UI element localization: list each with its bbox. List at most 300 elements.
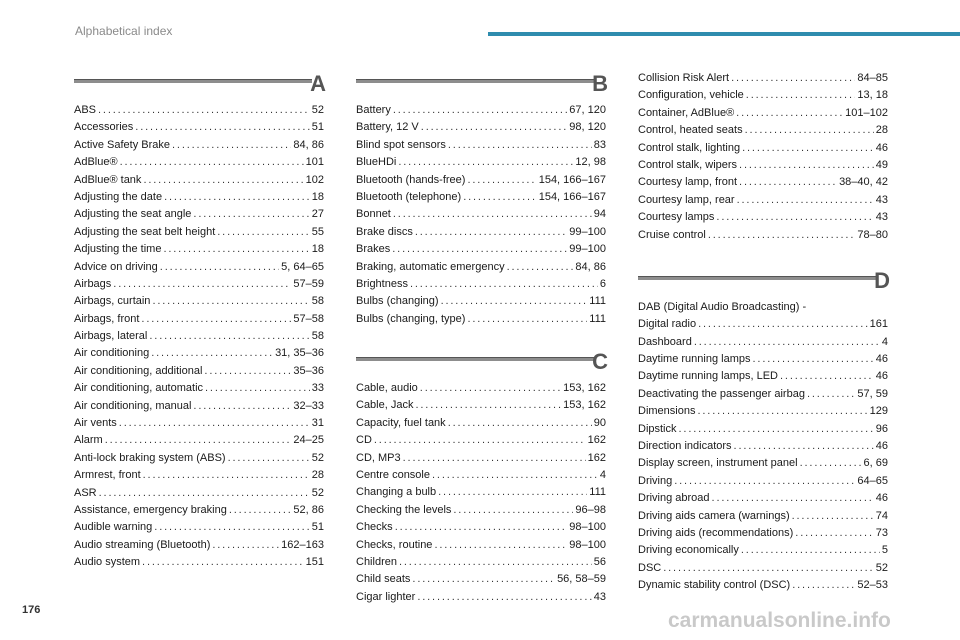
- index-entry: [74, 345, 324, 362]
- dot-leader: [229, 502, 292, 519]
- dot-leader: [119, 415, 310, 432]
- index-page-refs: 35–36: [293, 364, 324, 377]
- dot-leader: [193, 398, 291, 415]
- index-term: Bluetooth (telephone): [356, 190, 462, 203]
- dot-leader: [172, 137, 291, 154]
- index-entry: [74, 259, 324, 276]
- page-number: 176: [22, 604, 41, 616]
- index-page-refs: 27: [311, 208, 324, 221]
- index-entry: [638, 368, 888, 385]
- index-entry: [356, 537, 606, 554]
- index-page-refs: 84, 86: [293, 138, 324, 151]
- section-rule: [356, 79, 594, 83]
- section-letter: C: [592, 349, 608, 375]
- index-page-refs: 129: [869, 405, 888, 418]
- index-term: Display screen, instrument panel: [638, 457, 798, 470]
- index-entry: [74, 154, 324, 171]
- dot-leader: [745, 122, 874, 139]
- index-term: Dynamic stability control (DSC): [638, 579, 791, 592]
- dot-leader: [212, 537, 279, 554]
- index-term: Audio streaming (Bluetooth): [74, 538, 211, 551]
- dot-leader: [453, 502, 573, 519]
- index-term: Child seats: [356, 573, 411, 586]
- index-page-refs: 52: [311, 451, 324, 464]
- index-entry: [74, 311, 324, 328]
- dot-leader: [737, 192, 874, 209]
- section-heading: [638, 267, 890, 299]
- index-page-refs: 153, 162: [563, 399, 606, 412]
- index-entry: [74, 537, 324, 554]
- index-entry: [638, 192, 888, 209]
- index-term: Battery, 12 V: [356, 121, 419, 134]
- index-entry: [638, 473, 888, 490]
- index-entry: [74, 206, 324, 223]
- index-entry-list: [638, 299, 888, 595]
- index-term: Driving aids camera (warnings): [638, 509, 790, 522]
- index-page-refs: 52, 86: [293, 503, 324, 516]
- index-term: Accessories: [74, 121, 134, 134]
- index-term: Airbags, front: [74, 312, 140, 325]
- index-entry: [74, 380, 324, 397]
- index-entry: [638, 105, 888, 122]
- dot-leader: [403, 450, 586, 467]
- index-page-refs: 161: [869, 318, 888, 331]
- index-page-refs: 102: [305, 173, 324, 186]
- index-page-refs: 83: [593, 138, 606, 151]
- index-term: Air conditioning: [74, 347, 150, 360]
- dot-leader: [205, 380, 310, 397]
- index-page-refs: 6: [599, 277, 606, 290]
- index-page-refs: 96–98: [575, 503, 606, 516]
- dot-leader: [399, 554, 592, 571]
- dot-leader: [143, 467, 310, 484]
- index-page-refs: 162: [587, 434, 606, 447]
- index-term: BlueHDi: [356, 156, 397, 169]
- index-page-refs: 84, 86: [575, 260, 606, 273]
- index-page-refs: 28: [875, 124, 888, 137]
- dot-leader: [141, 311, 291, 328]
- index-entry: [74, 432, 324, 449]
- index-term: Children: [356, 555, 397, 568]
- index-term: Dashboard: [638, 335, 692, 348]
- dot-leader: [734, 438, 874, 455]
- index-entry: [356, 172, 606, 189]
- index-page-refs: 94: [593, 208, 606, 221]
- index-page-refs: 51: [311, 121, 324, 134]
- index-entry: [74, 328, 324, 345]
- index-entry: [74, 554, 324, 571]
- index-term: Bulbs (changing, type): [356, 312, 466, 325]
- index-term: Collision Risk Alert: [638, 72, 730, 84]
- dot-leader: [434, 537, 567, 554]
- header-accent-bar: [488, 32, 960, 36]
- index-page-refs: 64–65: [857, 474, 888, 487]
- index-term: Deactivating the passenger airbag: [638, 387, 805, 400]
- index-page-refs: 13, 18: [857, 89, 888, 102]
- dot-leader: [113, 276, 291, 293]
- dot-leader: [105, 432, 292, 449]
- index-term: Braking, automatic emergency: [356, 260, 505, 273]
- dot-leader: [438, 484, 587, 501]
- index-term: Container, AdBlue®: [638, 106, 735, 119]
- dot-leader: [164, 189, 310, 206]
- index-entry: [356, 224, 606, 241]
- dot-leader: [448, 415, 592, 432]
- index-page-refs: 43: [875, 211, 888, 224]
- dot-leader: [204, 363, 291, 380]
- dot-leader: [415, 397, 561, 414]
- index-entry: [638, 174, 888, 191]
- index-entry-list: [638, 70, 888, 244]
- index-term: Daytime running lamps: [638, 353, 751, 366]
- dot-leader: [393, 206, 592, 223]
- index-page-refs: 56: [593, 555, 606, 568]
- section-rule: [356, 357, 594, 361]
- dot-leader: [780, 368, 874, 385]
- index-term: CD: [356, 434, 372, 447]
- index-term: AdBlue®: [74, 156, 118, 169]
- index-entry: [638, 542, 888, 559]
- dot-leader: [417, 589, 591, 606]
- index-column-1: [74, 71, 326, 572]
- index-entry: [356, 432, 606, 449]
- index-page-refs: 31, 35–36: [275, 347, 324, 360]
- index-page-refs: 111: [589, 312, 606, 325]
- watermark: carmanualsonline.info: [668, 609, 891, 632]
- index-term: Checks: [356, 521, 393, 534]
- index-term: Armrest, front: [74, 469, 141, 482]
- index-term: Driving aids (recommendations): [638, 526, 794, 539]
- index-page-refs: 46: [875, 492, 888, 505]
- index-term: Courtesy lamps: [638, 211, 715, 224]
- index-entry: [638, 403, 888, 420]
- section-spacer: [638, 244, 888, 271]
- index-page-refs: 24–25: [293, 434, 324, 447]
- dot-leader: [163, 241, 309, 258]
- index-term: Courtesy lamp, rear: [638, 193, 735, 206]
- index-entry-list: [356, 102, 606, 328]
- index-page-refs: 52: [311, 486, 324, 499]
- index-page-refs: 55: [311, 225, 324, 238]
- dot-leader: [698, 316, 868, 333]
- dot-leader: [410, 276, 598, 293]
- index-term: Direction indicators: [638, 440, 732, 453]
- index-term: Anti-lock braking system (ABS): [74, 451, 226, 464]
- dot-leader: [160, 259, 279, 276]
- dot-leader: [800, 455, 862, 472]
- dot-leader: [753, 351, 874, 368]
- dot-leader: [420, 380, 561, 397]
- index-term: DAB (Digital Audio Broadcasting) -: [638, 300, 807, 313]
- index-page-refs: 38–40, 42: [839, 176, 888, 189]
- index-term: Airbags, curtain: [74, 295, 151, 308]
- index-term: Airbags, lateral: [74, 330, 148, 343]
- index-term: CD, MP3: [356, 451, 401, 464]
- section-letter: B: [592, 71, 608, 96]
- dot-leader: [739, 174, 837, 191]
- index-section-continued: [638, 70, 888, 244]
- index-term: Adjusting the time: [74, 243, 162, 256]
- index-section-a: [74, 71, 326, 572]
- index-entry: [356, 259, 606, 276]
- index-page-refs: 57, 59: [857, 387, 888, 400]
- index-page-refs: 98–100: [569, 538, 606, 551]
- index-section-d: [638, 244, 888, 595]
- dot-leader: [807, 386, 855, 403]
- index-term: Cruise control: [638, 228, 706, 241]
- index-page-refs: 5, 64–65: [281, 260, 324, 273]
- index-page-refs: 154, 166–167: [538, 190, 606, 203]
- index-entry: [638, 525, 888, 542]
- index-page-refs: 56, 58–59: [557, 573, 606, 586]
- section-spacer: [356, 328, 606, 352]
- index-entry: [356, 102, 606, 119]
- dot-leader: [792, 577, 855, 594]
- index-page-refs: 78–80: [857, 228, 888, 241]
- dot-leader: [663, 560, 874, 577]
- index-page-refs: 111: [589, 486, 606, 499]
- index-entry: [74, 224, 324, 241]
- index-entry: [638, 140, 888, 157]
- dot-leader: [739, 157, 874, 174]
- index-entry: [638, 334, 888, 351]
- index-entry: [638, 299, 888, 316]
- index-page-refs: 101: [305, 156, 324, 169]
- index-term: Bluetooth (hands-free): [356, 173, 466, 186]
- index-entry: [74, 363, 324, 380]
- index-page-refs: 46: [875, 353, 888, 366]
- dot-leader: [441, 293, 588, 310]
- index-page-refs: 162: [587, 451, 606, 464]
- index-page-refs: 18: [311, 243, 324, 256]
- index-page-refs: 111: [589, 295, 606, 308]
- index-page-refs: 74: [875, 509, 888, 522]
- index-page-refs: 28: [311, 469, 324, 482]
- index-entry: [74, 398, 324, 415]
- index-entry: [74, 172, 324, 189]
- dot-leader: [151, 345, 273, 362]
- index-page-refs: 57–59: [293, 277, 324, 290]
- index-term: Advice on driving: [74, 260, 158, 273]
- index-entry: [356, 293, 606, 310]
- dot-leader: [742, 140, 874, 157]
- index-entry: [356, 554, 606, 571]
- index-entry: [356, 311, 606, 328]
- index-term: Driving: [638, 474, 673, 487]
- index-entry: [74, 241, 324, 258]
- index-page-refs: 99–100: [569, 225, 606, 238]
- index-term: Air conditioning, automatic: [74, 382, 204, 395]
- index-term: ASR: [74, 486, 97, 499]
- index-entry: [638, 87, 888, 104]
- section-heading: [74, 71, 326, 102]
- index-entry: [638, 508, 888, 525]
- index-page-refs: 153, 162: [563, 382, 606, 395]
- index-term: Control stalk, lighting: [638, 141, 741, 154]
- index-page-refs: 58: [311, 330, 324, 343]
- index-entry: [356, 380, 606, 397]
- dot-leader: [697, 403, 867, 420]
- index-term: Audio system: [74, 556, 141, 569]
- index-entry: [74, 276, 324, 293]
- index-term: Airbags: [74, 277, 112, 290]
- dot-leader: [467, 311, 587, 328]
- index-entry: [638, 438, 888, 455]
- dot-leader: [120, 154, 304, 171]
- index-entry: [356, 502, 606, 519]
- index-term: Driving economically: [638, 544, 739, 557]
- index-term: Courtesy lamp, front: [638, 176, 738, 189]
- index-entry: [74, 467, 324, 484]
- dot-leader: [193, 206, 309, 223]
- index-page-refs: 96: [875, 422, 888, 435]
- index-page-refs: 43: [875, 193, 888, 206]
- index-term: Dipstick: [638, 422, 677, 435]
- index-page-refs: 98, 120: [569, 121, 606, 134]
- dot-leader: [412, 571, 555, 588]
- dot-leader: [708, 227, 856, 244]
- index-page-refs: 98–100: [569, 521, 606, 534]
- index-entry: [638, 316, 888, 333]
- index-term: Checking the levels: [356, 503, 452, 516]
- dot-leader: [467, 172, 536, 189]
- index-entry: [356, 467, 606, 484]
- index-entry: [74, 485, 324, 502]
- dot-leader: [694, 334, 880, 351]
- index-term: Adjusting the seat belt height: [74, 225, 216, 238]
- index-term: Battery: [356, 104, 391, 116]
- dot-leader: [135, 119, 309, 136]
- index-page-refs: 84–85: [857, 72, 888, 84]
- index-entry: [74, 119, 324, 136]
- section-letter: D: [874, 267, 890, 293]
- index-page-refs: 46: [875, 440, 888, 453]
- index-page-refs: 151: [305, 556, 324, 569]
- dot-leader: [795, 525, 873, 542]
- index-page-refs: 162–163: [281, 538, 324, 551]
- index-page-refs: 4: [599, 469, 606, 482]
- dot-leader: [395, 519, 568, 536]
- index-entry: [356, 137, 606, 154]
- index-entry: [74, 450, 324, 467]
- section-heading: [356, 349, 608, 380]
- index-entry: [638, 227, 888, 244]
- dot-leader: [716, 209, 873, 226]
- index-page-refs: 52: [311, 104, 324, 116]
- index-entry: [356, 519, 606, 536]
- index-page-refs: 32–33: [293, 399, 324, 412]
- index-page-refs: 49: [875, 158, 888, 171]
- dot-leader: [217, 224, 309, 241]
- dot-leader: [731, 70, 855, 87]
- index-term: Dimensions: [638, 405, 696, 418]
- index-entry: [74, 502, 324, 519]
- index-page-refs: 31: [311, 417, 324, 430]
- index-term: Brakes: [356, 243, 391, 256]
- index-term: Brightness: [356, 277, 408, 290]
- dot-leader: [143, 172, 303, 189]
- index-entry: [638, 157, 888, 174]
- index-entry: [356, 571, 606, 588]
- dot-leader: [149, 328, 309, 345]
- index-page-refs: 52: [875, 561, 888, 574]
- index-page-refs: 73: [875, 526, 888, 539]
- index-page-refs: 4: [881, 335, 888, 348]
- index-entry: [356, 397, 606, 414]
- index-term: Centre console: [356, 469, 430, 482]
- index-term: DSC: [638, 561, 662, 574]
- index-entry: [638, 490, 888, 507]
- index-term: Air vents: [74, 417, 117, 430]
- index-term: Air conditioning, manual: [74, 399, 192, 412]
- dot-leader: [142, 554, 304, 571]
- index-page-refs: 33: [311, 382, 324, 395]
- index-entry: [356, 589, 606, 606]
- dot-leader: [463, 189, 537, 206]
- index-page-refs: 99–100: [569, 243, 606, 256]
- index-entry: [638, 386, 888, 403]
- index-term: Control, heated seats: [638, 124, 743, 137]
- index-entry: [356, 189, 606, 206]
- index-page-refs: 154, 166–167: [538, 173, 606, 186]
- index-term: Control stalk, wipers: [638, 158, 738, 171]
- index-page-refs: 57–58: [293, 312, 324, 325]
- dot-leader: [746, 87, 856, 104]
- section-rule: [638, 276, 876, 280]
- running-header-title: Alphabetical index: [75, 24, 173, 38]
- dot-leader: [421, 119, 568, 136]
- index-entry: [638, 122, 888, 139]
- index-entry: [638, 351, 888, 368]
- dot-leader: [448, 137, 592, 154]
- index-term: Bulbs (changing): [356, 295, 439, 308]
- index-page-refs: 52–53: [857, 579, 888, 592]
- index-term: Checks, routine: [356, 538, 433, 551]
- index-page-refs: 46: [875, 370, 888, 383]
- dot-leader: [432, 467, 598, 484]
- dot-leader: [228, 450, 310, 467]
- index-entry: [356, 119, 606, 136]
- index-column-3: [638, 70, 888, 595]
- index-term: Driving abroad: [638, 492, 710, 505]
- index-term: Adjusting the date: [74, 190, 163, 203]
- index-term: Alarm: [74, 434, 103, 447]
- index-entry: [356, 154, 606, 171]
- index-entry-list: [74, 102, 324, 572]
- index-term: Digital radio: [638, 318, 697, 331]
- index-entry: [74, 189, 324, 206]
- index-entry: [356, 484, 606, 501]
- index-term: Cable, Jack: [356, 399, 414, 412]
- index-section-c: [356, 328, 606, 606]
- index-column-2: [356, 71, 608, 606]
- index-entry: [356, 450, 606, 467]
- index-term: Adjusting the seat angle: [74, 208, 192, 221]
- index-page-refs: 6, 69: [863, 457, 888, 470]
- index-entry: [356, 276, 606, 293]
- dot-leader: [792, 508, 874, 525]
- index-page-refs: 90: [593, 416, 606, 429]
- index-term: AdBlue® tank: [74, 173, 142, 186]
- index-entry: [356, 241, 606, 258]
- dot-leader: [393, 102, 567, 119]
- index-term: Cigar lighter: [356, 590, 416, 603]
- index-term: Capacity, fuel tank: [356, 416, 446, 429]
- index-entry: [638, 577, 888, 594]
- index-entry: [356, 206, 606, 223]
- index-entry: [638, 455, 888, 472]
- dot-leader: [398, 154, 573, 171]
